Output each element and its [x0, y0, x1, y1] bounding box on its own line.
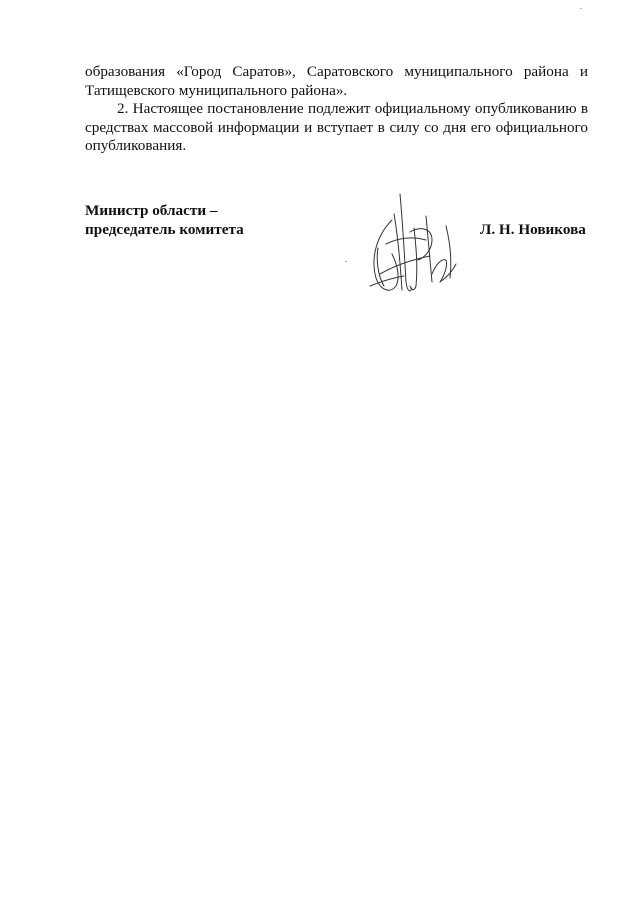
handwritten-signature	[340, 186, 470, 298]
scan-mark	[580, 8, 582, 9]
signatory-position-line-2: председатель комитета	[85, 221, 244, 238]
paragraph-publication-clause	[85, 100, 588, 119]
scan-speck	[345, 261, 347, 262]
paragraph-2-line-2: средствах массовой информации и вступает в силу со дня его официального	[85, 118, 588, 136]
paragraph-publication-clause-cont	[85, 119, 588, 156]
paragraph-1-line-2: Татищевского муниципального района».	[85, 81, 348, 99]
signatory-position	[85, 201, 244, 239]
document-body	[85, 63, 588, 156]
paragraph-continuation	[85, 63, 588, 100]
paragraph-2-line-1: 2. Настоящее постановление подлежит официальному опубликованию в	[117, 100, 588, 117]
paragraph-2-line-3: опубликования.	[85, 137, 187, 154]
signatory-name: Л. Н. Новикова	[480, 221, 586, 238]
paragraph-1-line-1: образования «Город Саратов», Саратовского муниципального района и	[85, 63, 588, 80]
signatory-position-line-1: Министр области –	[85, 202, 218, 219]
